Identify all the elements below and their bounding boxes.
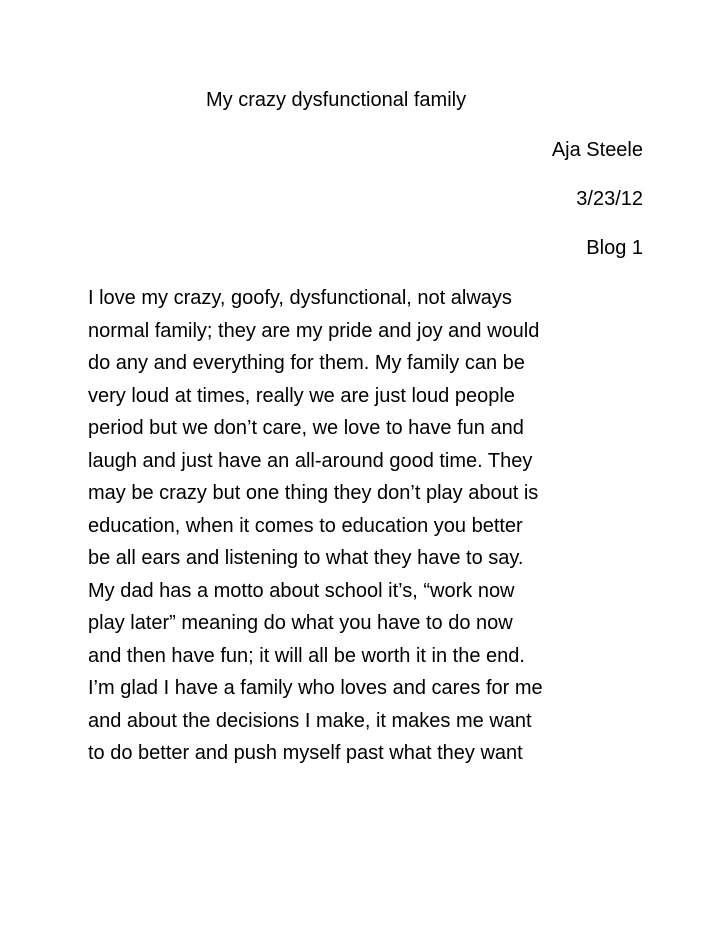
body-line: do any and everything for them. My family can be bbox=[88, 352, 525, 374]
body-line: to do better and push myself past what they want bbox=[88, 742, 523, 764]
body-line: and about the decisions I make, it makes me want bbox=[88, 709, 532, 732]
body-line: I love my crazy, goofy, dysfunctional, not always bbox=[88, 287, 512, 309]
body-line: may be crazy but one thing they don’t play about is bbox=[88, 482, 539, 504]
document-date: 3/23/12 bbox=[576, 188, 643, 210]
body-paragraph bbox=[88, 282, 658, 770]
body-line: laugh and just have an all-around good time. They bbox=[88, 449, 533, 472]
body-line: and then have fun; it will all be worth it in the end. bbox=[88, 644, 525, 667]
body-line: period but we don’t care, we love to have fun and bbox=[88, 417, 524, 439]
body-line: My dad has a motto about school it’s, “work now bbox=[88, 579, 515, 602]
body-line: be all ears and listening to what they have to say. bbox=[88, 547, 524, 569]
body-line: very loud at times, really we are just loud people bbox=[88, 384, 515, 407]
document-title: My crazy dysfunctional family bbox=[206, 89, 467, 111]
body-line: I’m glad I have a family who loves and cares for me bbox=[88, 677, 543, 699]
author-name: Aja Steele bbox=[551, 139, 643, 161]
blog-label: Blog 1 bbox=[586, 237, 643, 259]
body-line: education, when it comes to education you better bbox=[88, 514, 523, 537]
body-line: normal family; they are my pride and joy and would bbox=[88, 319, 540, 342]
body-line: play later” meaning do what you have to do now bbox=[88, 612, 513, 634]
